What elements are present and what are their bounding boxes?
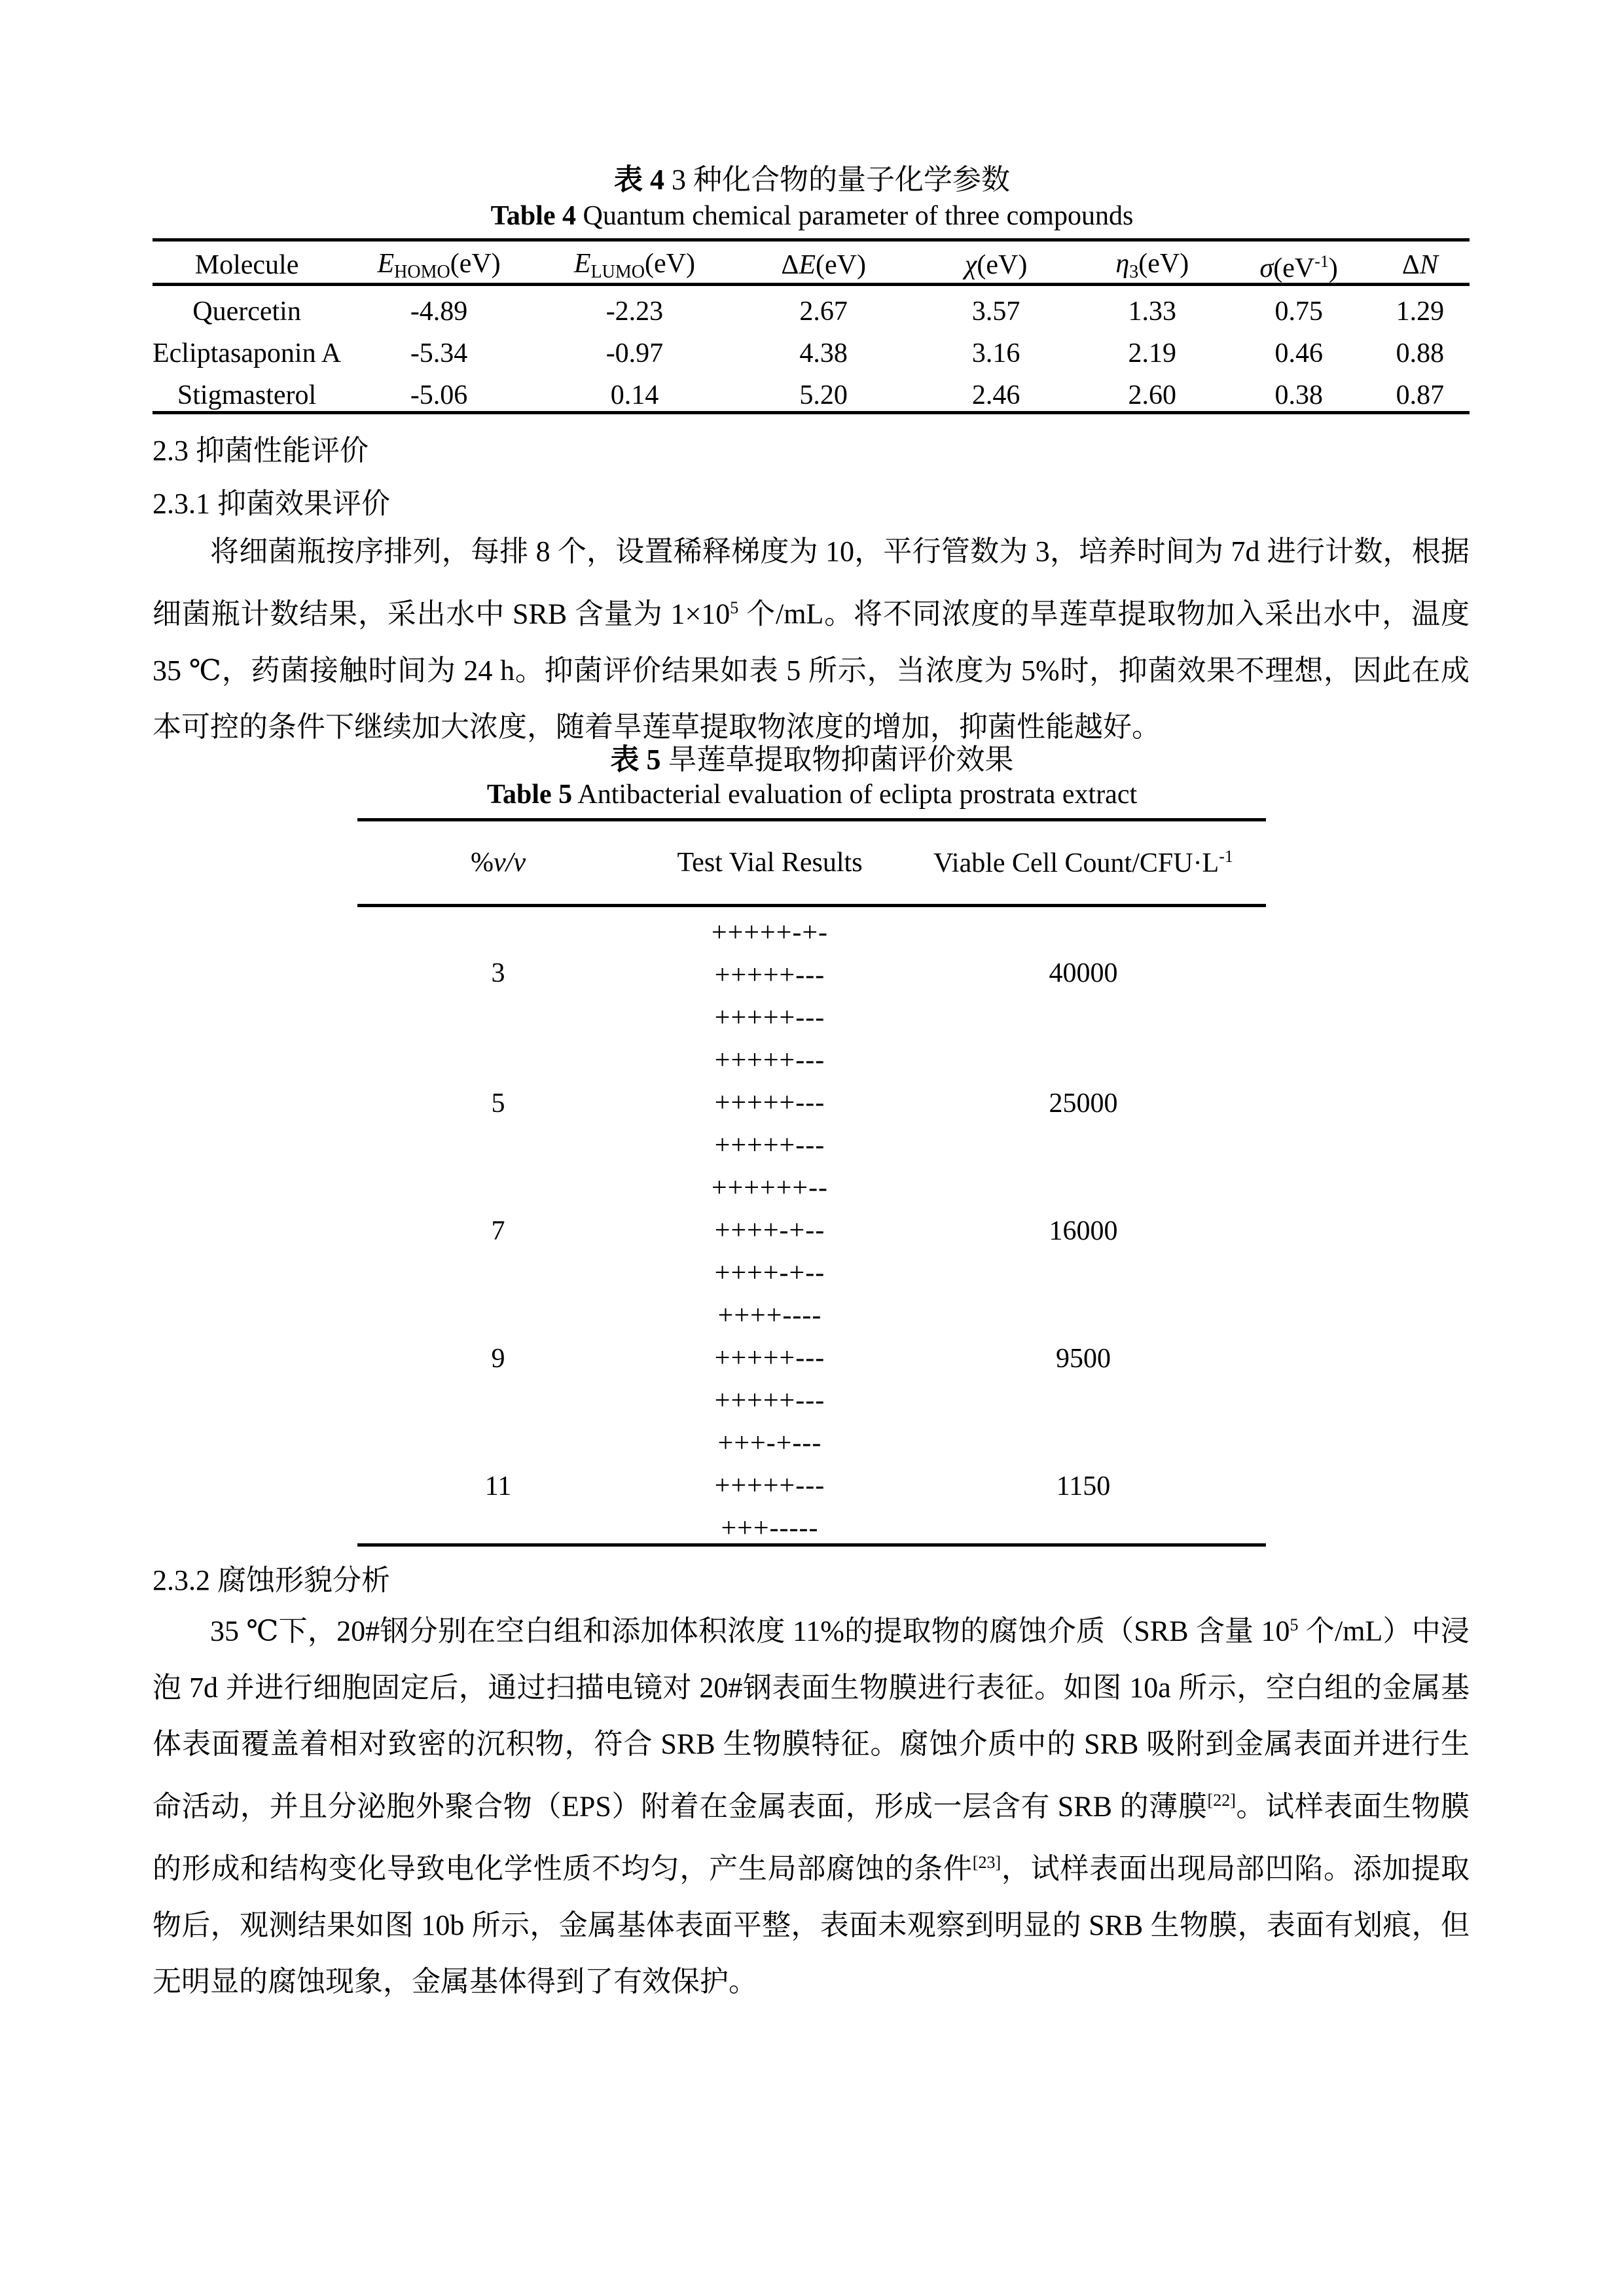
- section-heading-2-3-1: 2.3.1 抑菌效果评价: [153, 488, 390, 520]
- cell-concentration: 7: [491, 1215, 505, 1246]
- cell-elumo: -0.97: [605, 338, 664, 368]
- cell-count: 25000: [1049, 1088, 1118, 1119]
- cell-concentration: 11: [484, 1471, 512, 1501]
- citation-22: [22]: [1207, 1790, 1236, 1810]
- table5-title-cn: 旱莲草提取物抑菌评价效果: [660, 744, 1014, 776]
- col-delta-n: ΔN: [1401, 250, 1438, 280]
- table-row: [357, 1039, 1266, 1167]
- col-delta-e: ΔE(eV): [781, 250, 866, 280]
- col-eta: η3(eV): [1115, 248, 1189, 282]
- col-elumo: ELUMO(eV): [573, 248, 695, 282]
- cell-vials: ++++++-- ++++-+-- ++++-+--: [711, 1173, 829, 1288]
- cell-sigma: 0.46: [1274, 338, 1323, 368]
- table-row: [357, 1422, 1266, 1550]
- table5-caption-en: [0, 779, 1624, 810]
- table4-label-cn: 表 4: [614, 164, 664, 196]
- table4-caption-en: [0, 200, 1624, 232]
- paragraph-antibacterial-method: 将细菌瓶按序排列，每排 8 个，设置稀释梯度为 10，平行管数为 3，培养时间为 7d 进行计数，根据细菌瓶计数结果，采出水中 SRB 含量为 $1\times 10^5$ 个/mL。将不同浓度的旱莲草提取物加入采出水中，温度 35 ℃，药菌接触时间为 24 h。抑菌评价结果如表 5 所示，当浓度为 5%时，抑菌效果不理想，因此在成本可控的条件下继续加大浓度，随着旱莲草提取物浓度的增加，抑菌性能越好。: [153, 535, 1470, 743]
- col-molecule: Molecule: [194, 250, 299, 280]
- cell-delta-n: 1.29: [1396, 296, 1445, 327]
- table4-caption-cn: [0, 156, 1624, 198]
- table5-caption-cn: [0, 736, 1624, 778]
- cell-vials: ++++---- +++++--- +++++---: [714, 1300, 825, 1416]
- cell-delta-e: 4.38: [799, 338, 848, 368]
- cell-elumo: 0.14: [610, 380, 659, 410]
- cell-eta: 1.33: [1128, 296, 1177, 327]
- table5-label-cn: 表 5: [610, 744, 661, 776]
- table4-title-cn: 3 种化合物的量子化学参数: [664, 164, 1010, 196]
- cell-count: 40000: [1049, 958, 1118, 988]
- cell-chi: 3.57: [971, 296, 1020, 327]
- cell-delta-e: 5.20: [799, 380, 848, 410]
- table5-antibacterial-evaluation: [357, 819, 1266, 1550]
- cell-molecule: Ecliptasaponin A: [153, 338, 342, 368]
- cell-vials: +++-+--- +++++--- +++-----: [714, 1428, 825, 1543]
- cell-count: 1150: [1056, 1471, 1111, 1501]
- table4-header-row: [153, 240, 1470, 291]
- cell-chi: 3.16: [971, 338, 1020, 368]
- col-chi: χ(eV): [964, 250, 1028, 280]
- table-row: [153, 291, 1470, 332]
- cell-vials: +++++--- +++++--- +++++---: [714, 1045, 825, 1160]
- cell-concentration: 9: [491, 1343, 505, 1374]
- cell-ehomo: -5.34: [410, 338, 468, 368]
- cell-delta-e: 2.67: [799, 296, 848, 327]
- cell-count: 9500: [1056, 1343, 1111, 1374]
- cell-delta-n: 0.88: [1396, 338, 1445, 368]
- cell-eta: 2.19: [1128, 338, 1177, 368]
- cell-sigma: 0.75: [1274, 296, 1323, 327]
- table5-title-en: Antibacterial evaluation of eclipta prostrata extract: [572, 780, 1138, 810]
- cell-concentration: 5: [491, 1088, 505, 1119]
- table-row: [357, 1167, 1266, 1295]
- paragraph-corrosion-morphology: 35 ℃下，20#钢分别在空白组和添加体积浓度 11%的提取物的腐蚀介质（SRB 含量 $10^5$ 个/mL）中浸泡 7d 并进行细胞固定后，通过扫描电镜对 20#钢表面生物膜进行表征。如图 10a 所示，空白组的金属基体表面覆盖着相对致密的沉积物，符合 SRB 生物膜特征。腐蚀介质中的 SRB 吸附到金属表面并进行生命活动，并且分泌胞外聚合物（EPS）附着在金属表面，形成一层含有 SRB 的薄膜[22]。试样表面生物膜的形成和结构变化导致电化学性质不均匀，产生局部腐蚀的条件[23]，试样表面出现局部凹陷。添加提取物后，观测结果如图 10b 所示，金属基体表面平整，表面未观察到明显的 SRB 生物膜，表面有划痕，但无明显的腐蚀现象，金属基体得到了有效保护。: [153, 1615, 1470, 1998]
- section-heading-2-3-2: 2.3.2 腐蚀形貌分析: [153, 1564, 390, 1596]
- cell-molecule: Quercetin: [192, 296, 301, 327]
- col-ehomo: EHOMO(eV): [377, 248, 501, 282]
- table-row: [153, 374, 1470, 416]
- cell-delta-n: 0.87: [1396, 380, 1445, 410]
- table5-label-en: Table 5: [486, 780, 573, 810]
- citation-23: [23]: [972, 1853, 1001, 1873]
- cell-sigma: 0.38: [1274, 380, 1323, 410]
- cell-concentration: 3: [491, 958, 505, 988]
- table-row: [357, 1295, 1266, 1422]
- cell-molecule: Stigmasterol: [177, 380, 317, 410]
- cell-elumo: -2.23: [605, 296, 664, 327]
- table4-title-en: Quantum chemical parameter of three compounds: [575, 201, 1134, 231]
- cell-eta: 2.60: [1128, 380, 1177, 410]
- table4-label-en: Table 4: [490, 201, 576, 231]
- col-viable-cell-count: Viable Cell Count/$CFU\cdot L^{-1}$: [933, 846, 1233, 878]
- table-row: [357, 906, 1266, 1039]
- cell-ehomo: -5.06: [410, 380, 468, 410]
- table4-quantum-parameters: [153, 240, 1470, 416]
- section-heading-2-3: 2.3 抑菌性能评价: [153, 435, 369, 467]
- cell-chi: 2.46: [971, 380, 1020, 410]
- table5-header-row: [357, 819, 1266, 906]
- col-sigma: $\sigma(eV^{-1})$: [1259, 252, 1338, 283]
- cell-vials: +++++-+- +++++--- +++++---: [711, 918, 829, 1033]
- table-row: [153, 332, 1470, 374]
- cell-count: 16000: [1049, 1215, 1118, 1246]
- cell-ehomo: -4.89: [410, 296, 468, 327]
- col-concentration: %v/v: [471, 848, 526, 878]
- col-test-vial-results: Test Vial Results: [677, 848, 863, 878]
